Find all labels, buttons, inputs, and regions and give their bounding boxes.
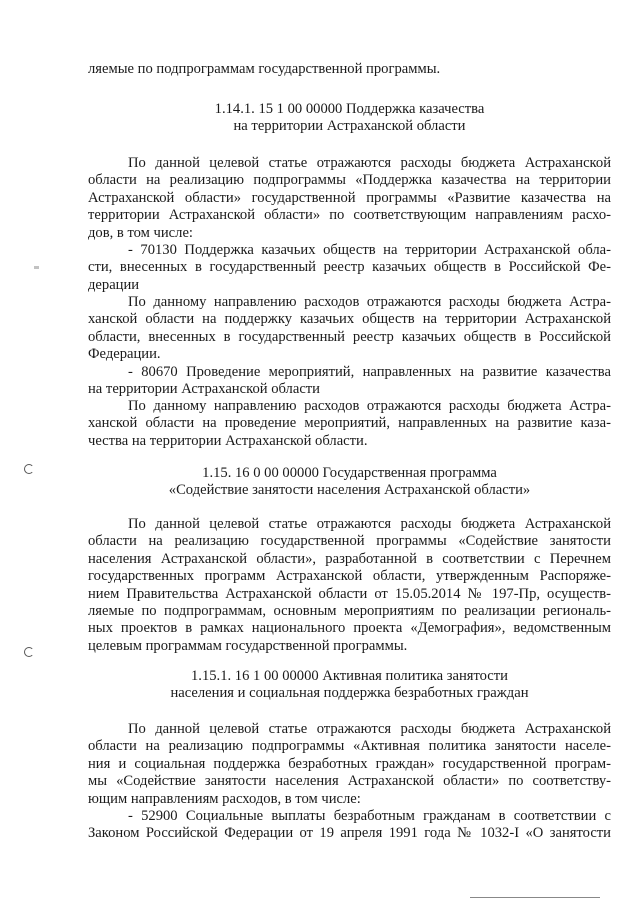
footer-divider [470, 897, 600, 898]
heading-line: «Содействие занятости населения Астраханской области» [168, 482, 531, 499]
text-line: ляемые по подпрограммам государственной программы. [88, 61, 441, 77]
intro-paragraph [88, 61, 611, 78]
text-line: По данной целевой статье отражаются расходы бюджета Астраханской [128, 155, 611, 171]
section1-item-80670 [88, 364, 611, 399]
text-line: государственных программ Астраханской области, утвержденным Распоряже- [88, 568, 611, 585]
punch-hole-mark [24, 647, 34, 657]
text-line: целевым программам государственной программы. [88, 637, 408, 654]
section-heading-1-15 [88, 465, 611, 500]
section1-paragraph [88, 155, 611, 242]
text-line: территории Астраханской области» по соответствующим направлениям расхо- [88, 207, 611, 224]
section1-item-80670-description [88, 398, 611, 450]
text-line: ханской области на поддержку казачьих обществ на территории Астраханской [88, 311, 611, 328]
section1-item-70130 [88, 242, 611, 294]
heading-line: населения и социальная поддержка безработных граждан [170, 685, 529, 702]
text-line: области, внесенных в государственный реестр казачьих обществ в Российской [88, 328, 611, 345]
text-line: - 70130 Поддержка казачьих обществ на территории Астраханской обла- [128, 242, 611, 258]
text-line: Федерации. [88, 346, 161, 363]
text-line: - 80670 Проведение мероприятий, направленных на развитие казачества [128, 364, 611, 380]
section3-item-52900 [88, 808, 611, 843]
text-line: ния и социальная поддержка безработных граждан» государственной програм- [88, 755, 611, 772]
heading-line: 1.15.1. 16 1 00 00000 Активная политика занятости [191, 668, 508, 684]
heading-line: 1.15. 16 0 00 00000 Государственная программа [202, 465, 497, 481]
text-line: на территории Астраханской области [88, 381, 320, 398]
text-line: населения Астраханской области», разработанной в соответствии с Перечнем [88, 550, 611, 567]
text-line: Астраханской области» государственной программы «Развитие казачества на [88, 189, 611, 206]
text-line: - 52900 Социальные выплаты безработным гражданам в соответствии с [128, 808, 611, 824]
section1-item-70130-description [88, 294, 611, 364]
text-line: По данной целевой статье отражаются расходы бюджета Астраханской [128, 721, 611, 737]
text-line: Законом Российской Федерации от 19 апреля 1991 года № 1032-I «О занятости [88, 825, 611, 842]
text-line: области на реализацию подпрограммы «Поддержка казачества на территории [88, 172, 611, 189]
text-line: ханской области на проведение мероприятий, направленных на развитие каза- [88, 415, 611, 432]
section2-paragraph [88, 516, 611, 655]
text-line: области на реализацию государственной программы «Содействие занятости [88, 533, 611, 550]
text-line: По данному направлению расходов отражаются расходы бюджета Астра- [128, 294, 611, 310]
section-heading-1-14-1 [88, 101, 611, 136]
heading-line: на территории Астраханской области [233, 118, 466, 135]
text-line: мы «Содействие занятости населения Астраханской области» по соответству- [88, 773, 611, 790]
text-line: ных проектов в рамках национального проекта «Демография», ведомственным [88, 620, 611, 637]
section-heading-1-15-1 [88, 668, 611, 703]
text-line: ющим направлениям расходов, в том числе: [88, 790, 361, 807]
text-line: По данному направлению расходов отражаются расходы бюджета Астра- [128, 398, 611, 414]
text-line: По данной целевой статье отражаются расходы бюджета Астраханской [128, 516, 611, 532]
text-line: нием Правительства Астраханской области от 15.05.2014 № 197-Пр, осуществ- [88, 585, 611, 602]
text-line: области на реализацию подпрограммы «Активная политика занятости населе- [88, 738, 611, 755]
punch-hole-mark [24, 464, 34, 474]
text-line: сти, внесенных в государственный реестр казачьих обществ в Российской Фе- [88, 259, 611, 276]
text-line: чества на территории Астраханской области. [88, 432, 368, 449]
text-line: ляемые по подпрограммам, основным мероприятиям по реализации региональ- [88, 603, 611, 620]
heading-line: 1.14.1. 15 1 00 00000 Поддержка казачества [214, 101, 485, 117]
scan-speck [34, 266, 39, 269]
text-line: дов, в том числе: [88, 224, 193, 241]
text-line: дерации [88, 276, 140, 293]
section3-paragraph [88, 721, 611, 808]
